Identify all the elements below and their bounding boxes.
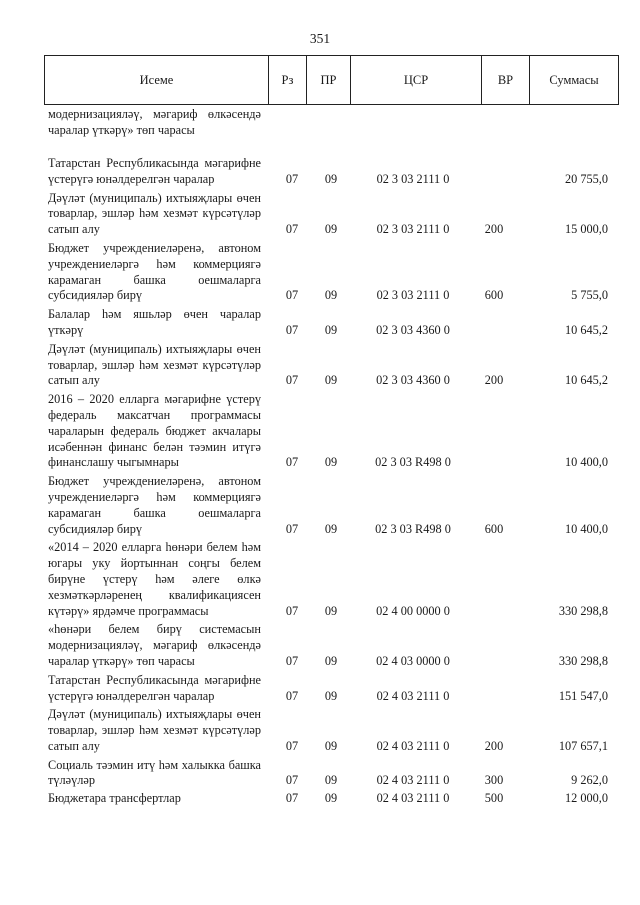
row-name: «һөнәри белем бирү системасын модернизацияләү, мәгариф өлкәсендә чаралар үткәрү» төп чарасы [48,622,261,668]
row-sum: 5 755,0 [571,288,608,303]
row-pr: 09 [324,773,338,788]
row-pr: 09 [324,521,338,536]
row-name: Татарстан Республикасында мәгарифне үстерүгә юнәлдерелгән чаралар [48,156,261,186]
row-vr: 500 [484,791,504,806]
table-row [48,707,608,754]
row-name: Дәүләт (муниципаль) ихтыяҗлары өчен товарлар, эшләр һәм хезмәт күрсәтүләр сатып алу [48,707,261,753]
row-sum: 10 400,0 [564,455,608,470]
table-row [48,791,608,807]
row-name: Бюджетара трансфертлар [48,791,181,806]
header-name: Исеме [139,72,174,87]
row-csr: 02 3 03 2111 0 [376,171,450,186]
table-row [48,392,608,471]
row-csr: 02 4 00 0000 0 [376,603,450,618]
row-name: «2014 – 2020 елларга һөнәри белем һәм югары уку йортыннан соңгы белем бирүне үстерү һәм әлеге өлкә хезмәткәрләренең квалификациясен күтәрү» ярдәмче программасы [48,540,261,618]
table-row [48,342,608,389]
table-body [48,107,608,807]
row-sum: 12 000,0 [564,791,608,806]
row-pr: 09 [324,603,338,618]
row-sum: 107 657,1 [558,738,608,753]
row-rz: 07 [285,288,299,303]
row-pr: 09 [324,322,338,337]
row-sum: 15 000,0 [564,222,608,237]
row-vr: 200 [484,373,504,388]
row-name: Татарстан Республикасында мәгарифне үстерүгә юнәлдерелгән чаралар [48,672,261,703]
table-row [48,307,608,339]
row-sum: 330 298,8 [558,653,608,668]
table-header [44,55,619,105]
row-csr: 02 4 03 2111 0 [376,791,450,806]
row-name: Бюджет учреждениеләренә, автоном учреждениеләргә һәм коммерциягә карамаган башка оешмаларга субсидияләр бирү [48,474,261,536]
table-row [48,758,608,790]
header-sum: Суммасы [529,56,618,104]
row-pr: 09 [324,455,338,470]
table-row [48,622,608,669]
row-name: 2016 – 2020 елларга мәгарифне үстерү федераль максатчан программасы чараларын федераль бюджет акчалары исәбеннән финанс белән тәэмин итүгә финанслашу чыгымнары [48,392,261,470]
row-rz: 07 [285,603,299,618]
row-pr: 09 [324,688,338,703]
row-csr: 02 3 03 R498 0 [375,521,451,536]
table-row [48,474,608,537]
row-name: Дәүләт (муниципаль) ихтыяҗлары өчен товарлар, эшләр һәм хезмәт күрсәтүләр сатып алу [48,190,261,237]
table-row [48,191,608,238]
row-csr: 02 4 03 2111 0 [376,773,450,788]
header-csr: ЦСР [350,56,481,104]
row-rz: 07 [285,322,299,337]
table-row [48,241,608,304]
row-name: Дәүләт (муниципаль) ихтыяҗлары өчен товарлар, эшләр һәм хезмәт күрсәтүләр сатып алу [48,341,261,388]
row-rz: 07 [285,171,299,186]
row-sum: 151 547,0 [558,688,608,703]
row-rz: 07 [285,738,299,753]
row-sum: 330 298,8 [558,603,608,618]
header-rz: Рз [268,56,306,104]
row-rz: 07 [285,373,299,388]
row-rz: 07 [285,222,299,237]
row-csr: 02 4 03 0000 0 [376,653,450,668]
row-sum: 9 262,0 [571,773,608,788]
row-sum: 10 645,2 [564,373,608,388]
header-pr: ПР [306,56,350,104]
row-pr: 09 [324,171,338,186]
row-sum: 10 400,0 [564,521,608,536]
row-rz: 07 [285,791,299,806]
header-vr: ВР [481,56,529,104]
page-number: 351 [309,31,331,46]
row-sum: 20 755,0 [564,171,608,186]
row-csr: 02 3 03 R498 0 [375,455,451,470]
row-sum: 10 645,2 [564,322,608,337]
row-vr: 600 [484,288,504,303]
row-pr: 09 [324,653,338,668]
table-row [48,673,608,705]
row-pr: 09 [324,738,338,753]
row-pr: 09 [324,222,338,237]
table-row [48,107,608,153]
row-pr: 09 [324,791,338,806]
row-vr: 300 [484,773,504,788]
row-csr: 02 3 03 4360 0 [376,322,450,337]
row-name: Бюджет учреждениеләренә, автоном учреждениеләргә һәм коммерциягә карамаган башка оешмаларга субсидияләр бирү [48,240,261,303]
row-rz: 07 [285,521,299,536]
row-name: Балалар һәм яшьләр өчен чаралар үткәрү [48,307,261,337]
table-row [48,540,608,619]
row-rz: 07 [285,773,299,788]
row-pr: 09 [324,373,338,388]
row-pr: 09 [324,288,338,303]
row-rz: 07 [285,455,299,470]
row-rz: 07 [285,688,299,703]
row-rz: 07 [285,653,299,668]
row-csr: 02 3 03 4360 0 [376,373,450,388]
row-vr: 600 [484,521,504,536]
row-vr: 200 [484,222,504,237]
table-row [48,156,608,188]
row-csr: 02 3 03 2111 0 [376,288,450,303]
row-csr: 02 4 03 2111 0 [376,738,450,753]
row-csr: 02 3 03 2111 0 [376,222,450,237]
row-name: модернизацияләү, мәгариф өлкәсендә чаралар үткәрү» төп чарасы [48,107,261,137]
row-name: Социаль тәэмин итү һәм халыкка башка түләүләр [48,757,261,788]
row-csr: 02 4 03 2111 0 [376,688,450,703]
row-vr: 200 [484,738,504,753]
